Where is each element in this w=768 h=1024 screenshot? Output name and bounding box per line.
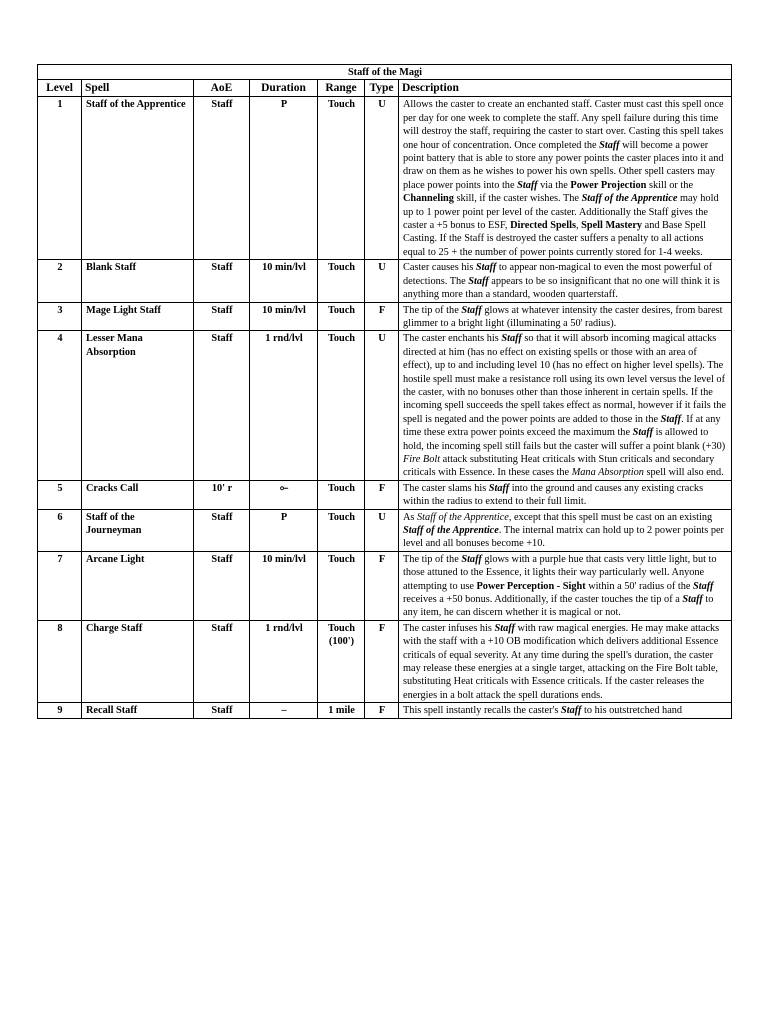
description-segment: skill or the xyxy=(646,179,694,191)
header-aoe: AoE xyxy=(194,80,250,97)
spell-level: 1 xyxy=(38,97,82,260)
spell-duration: 10 min/lvl xyxy=(250,302,318,331)
spell-level: 6 xyxy=(38,509,82,551)
description-segment: Mana Absorption xyxy=(571,467,644,479)
description-segment: to appear non-magical to even the most powerful of detections. The xyxy=(403,262,713,287)
spell-duration: P xyxy=(250,97,318,260)
spell-duration: ⟜ xyxy=(250,480,318,509)
header-duration: Duration xyxy=(250,80,318,97)
spell-type: U xyxy=(365,260,399,302)
spell-level: 3 xyxy=(38,302,82,331)
description-segment: Caster causes his xyxy=(403,262,476,274)
description-segment: so that it will absorb incoming magical attacks directed at him (has no effect on existing spells or those with an area of effect), up to and including level 10 (has no effect on higher level spells). The hostile spell must make a resistance roll using its own level versus the level of the caster, with no bonuses other than those inherent in certain spells. If the incoming spell succeeds the spell takes effect as normal, however if it fails the spell is negated and the power points are added to those in the xyxy=(403,333,726,425)
description-segment: Staff xyxy=(632,427,654,439)
spell-type: U xyxy=(365,509,399,551)
spell-row xyxy=(38,703,732,718)
description-segment: glows at whatever intensity the caster desires, from barest glimmer to a bright light (illuminating a 50' radius). xyxy=(403,304,723,329)
spell-duration: 1 rnd/lvl xyxy=(250,620,318,702)
description-segment: is allowed to hold, the incoming spell still fails but the caster will suffer a point blank (+30) xyxy=(403,427,726,452)
spell-range: Touch xyxy=(318,480,365,509)
description-segment: Allows the caster to create an enchanted staff. Caster must cast this spell once per day for one week to complete the staff. Any spell failure during this time will destroy the staff, requiring the caster to start over. Casting this spell takes one hour of concentration. Once completed the xyxy=(403,99,724,151)
spell-level: 8 xyxy=(38,620,82,702)
spell-row xyxy=(38,260,732,302)
spell-description xyxy=(399,302,732,331)
spell-description xyxy=(399,551,732,620)
spell-type: U xyxy=(365,331,399,480)
description-segment: glows with a purple hue that casts very little light, but to those attuned to the Essence, it lights their way particularly well. Anyone attempting to use xyxy=(403,553,717,592)
description-segment: to his outstretched hand xyxy=(581,705,683,717)
description-segment: receives a +50 bonus. Additionally, if the caster touches the tip of a xyxy=(403,594,683,606)
spell-description xyxy=(399,620,732,702)
description-segment: attack substituting Heat criticals with Stun criticals and secondary criticals with Essence. In these cases the xyxy=(403,453,715,479)
spell-name: Mage Light Staff xyxy=(82,302,194,331)
description-segment: into the ground and causes any existing cracks within the radius to extend to their full limit. xyxy=(403,482,704,508)
spell-duration: 10 min/lvl xyxy=(250,551,318,620)
spell-level: 9 xyxy=(38,703,82,718)
description-segment: . The internal matrix can hold up to 2 power points per level and all bonuses become +10. xyxy=(403,525,724,550)
description-segment: Staff xyxy=(682,594,703,606)
description-segment: Staff of the Apprentice xyxy=(403,525,499,536)
header-level: Level xyxy=(38,80,82,97)
spell-range: Touch xyxy=(318,97,365,260)
spell-aoe: Staff xyxy=(194,302,250,331)
description-segment: via the xyxy=(537,179,571,191)
description-segment: Staff xyxy=(501,333,522,345)
description-segment: Staff of the Apprentice xyxy=(581,193,678,205)
spell-aoe: Staff xyxy=(194,703,250,718)
spell-description xyxy=(399,331,732,480)
description-segment: and Base Spell Casting. If the Staff is destroyed the caster suffers a penalty to all actions equal to 25 + the number of power points currently stored for 1-4 weeks. xyxy=(403,220,706,258)
spell-level: 7 xyxy=(38,551,82,620)
description-segment: Directed Spells xyxy=(510,220,576,232)
spell-aoe: Staff xyxy=(194,551,250,620)
spell-range: Touch xyxy=(318,331,365,480)
description-segment: skill, if the caster wishes. The xyxy=(453,193,582,205)
description-segment: The caster slams his xyxy=(403,482,489,494)
spell-type: F xyxy=(365,480,399,509)
description-segment: Staff xyxy=(560,705,582,717)
spell-aoe: Staff xyxy=(194,260,250,302)
spell-rows xyxy=(38,97,732,718)
spell-name: Lesser Mana Absorption xyxy=(82,331,194,480)
description-segment: . If at any time these extra power points exceed the maximum the xyxy=(403,413,721,439)
spell-level: 5 xyxy=(38,480,82,509)
description-segment: Staff xyxy=(475,262,497,274)
description-segment: Staff xyxy=(660,413,682,425)
spell-level: 2 xyxy=(38,260,82,302)
description-segment: may hold up to 1 power point per level of the caster. Additionally the Staff gives the caster a +5 bonus to ESF, xyxy=(403,193,719,232)
description-segment: Channeling xyxy=(403,193,454,205)
description-segment: appears to be so insignificant that no one will think it is anything more than a standard, wooden quarterstaff. xyxy=(403,275,720,301)
header-range: Range xyxy=(318,80,365,97)
description-segment: Staff xyxy=(468,275,489,287)
header-type: Type xyxy=(365,80,399,97)
spell-type: F xyxy=(365,551,399,620)
description-segment: Staff xyxy=(693,580,714,592)
spell-aoe: Staff xyxy=(194,331,250,480)
header-row xyxy=(38,80,732,97)
description-segment: spell will also end. xyxy=(643,467,724,479)
spell-range: Touch (100') xyxy=(318,620,365,702)
spell-row xyxy=(38,509,732,551)
header-description: Description xyxy=(399,80,732,97)
header-spell: Spell xyxy=(82,80,194,97)
spell-aoe: Staff xyxy=(194,97,250,260)
description-segment: Staff xyxy=(461,304,482,316)
description-segment: Fire Bolt xyxy=(403,453,441,465)
description-segment: will become a power point battery that is able to store any power points the caster places into it and draw on them as he wishes to power his own spells. Other spell casters may place power points into the xyxy=(403,139,724,191)
spell-name: Staff of the Apprentice xyxy=(82,97,194,260)
spell-description xyxy=(399,703,732,718)
description-segment: to any item, he can discern whether it is magical or not. xyxy=(403,594,714,619)
description-segment: The tip of the xyxy=(403,553,462,565)
description-segment: As xyxy=(403,511,418,523)
spell-description xyxy=(399,480,732,509)
spell-row xyxy=(38,331,732,480)
description-segment: Staff of the Apprentice xyxy=(417,511,509,523)
spell-description xyxy=(399,97,732,260)
spell-range: Touch xyxy=(318,509,365,551)
description-segment: The tip of the xyxy=(403,304,462,316)
spell-aoe: 10' r xyxy=(194,480,250,509)
spell-row xyxy=(38,620,732,702)
spell-row xyxy=(38,302,732,331)
spell-aoe: Staff xyxy=(194,509,250,551)
spell-name: Arcane Light xyxy=(82,551,194,620)
spell-range: 1 mile xyxy=(318,703,365,718)
description-segment: within a 50' radius of the xyxy=(585,580,694,592)
description-segment: Staff xyxy=(461,553,482,565)
description-segment: Staff xyxy=(488,482,510,494)
spell-description xyxy=(399,260,732,302)
description-segment: This spell instantly recalls the caster's xyxy=(403,705,561,717)
spell-type: U xyxy=(365,97,399,260)
spell-type: F xyxy=(365,703,399,718)
description-segment: The caster enchants his xyxy=(403,333,502,345)
description-segment: Power Perception - Sight xyxy=(476,580,586,592)
description-segment: , except that this spell must be cast on an existing xyxy=(508,511,713,523)
spell-level: 4 xyxy=(38,331,82,480)
description-segment: The caster infuses his xyxy=(403,622,495,634)
description-segment: Staff xyxy=(517,179,538,191)
spell-name: Cracks Call xyxy=(82,480,194,509)
description-segment: Power Projection xyxy=(570,179,647,191)
spell-range: Touch xyxy=(318,302,365,331)
spell-row xyxy=(38,480,732,509)
page-title: Staff of the Magi xyxy=(38,65,732,80)
spell-duration: 1 rnd/lvl xyxy=(250,331,318,480)
spell-type: F xyxy=(365,620,399,702)
spell-duration: – xyxy=(250,703,318,718)
spell-duration: 10 min/lvl xyxy=(250,260,318,302)
spell-row xyxy=(38,97,732,260)
spell-range: Touch xyxy=(318,260,365,302)
spell-name: Staff of the Journeyman xyxy=(82,509,194,551)
spell-aoe: Staff xyxy=(194,620,250,702)
spell-list-table xyxy=(37,64,732,719)
spell-range: Touch xyxy=(318,551,365,620)
spell-name: Charge Staff xyxy=(82,620,194,702)
title-row xyxy=(38,65,732,80)
spell-name: Blank Staff xyxy=(82,260,194,302)
spell-row xyxy=(38,551,732,620)
description-segment: Staff xyxy=(494,622,515,634)
spell-name: Recall Staff xyxy=(82,703,194,718)
description-segment: , xyxy=(575,220,582,232)
spell-duration: P xyxy=(250,509,318,551)
description-segment: with raw magical energies. He may make attacks with the staff with a +10 OB modification which delivers additional Essence criticals of equal severity. At any time during the spell's duration, the caster may release these energies at a single target, attacking on the Fire Bolt table, substituting Heat criticals with Essence criticals. If the caster releases the energies in a bolt attack the spell durations ends. xyxy=(403,622,720,701)
spell-description xyxy=(399,509,732,551)
description-segment: Staff xyxy=(599,139,620,151)
description-segment: Spell Mastery xyxy=(581,220,643,232)
spell-type: F xyxy=(365,302,399,331)
